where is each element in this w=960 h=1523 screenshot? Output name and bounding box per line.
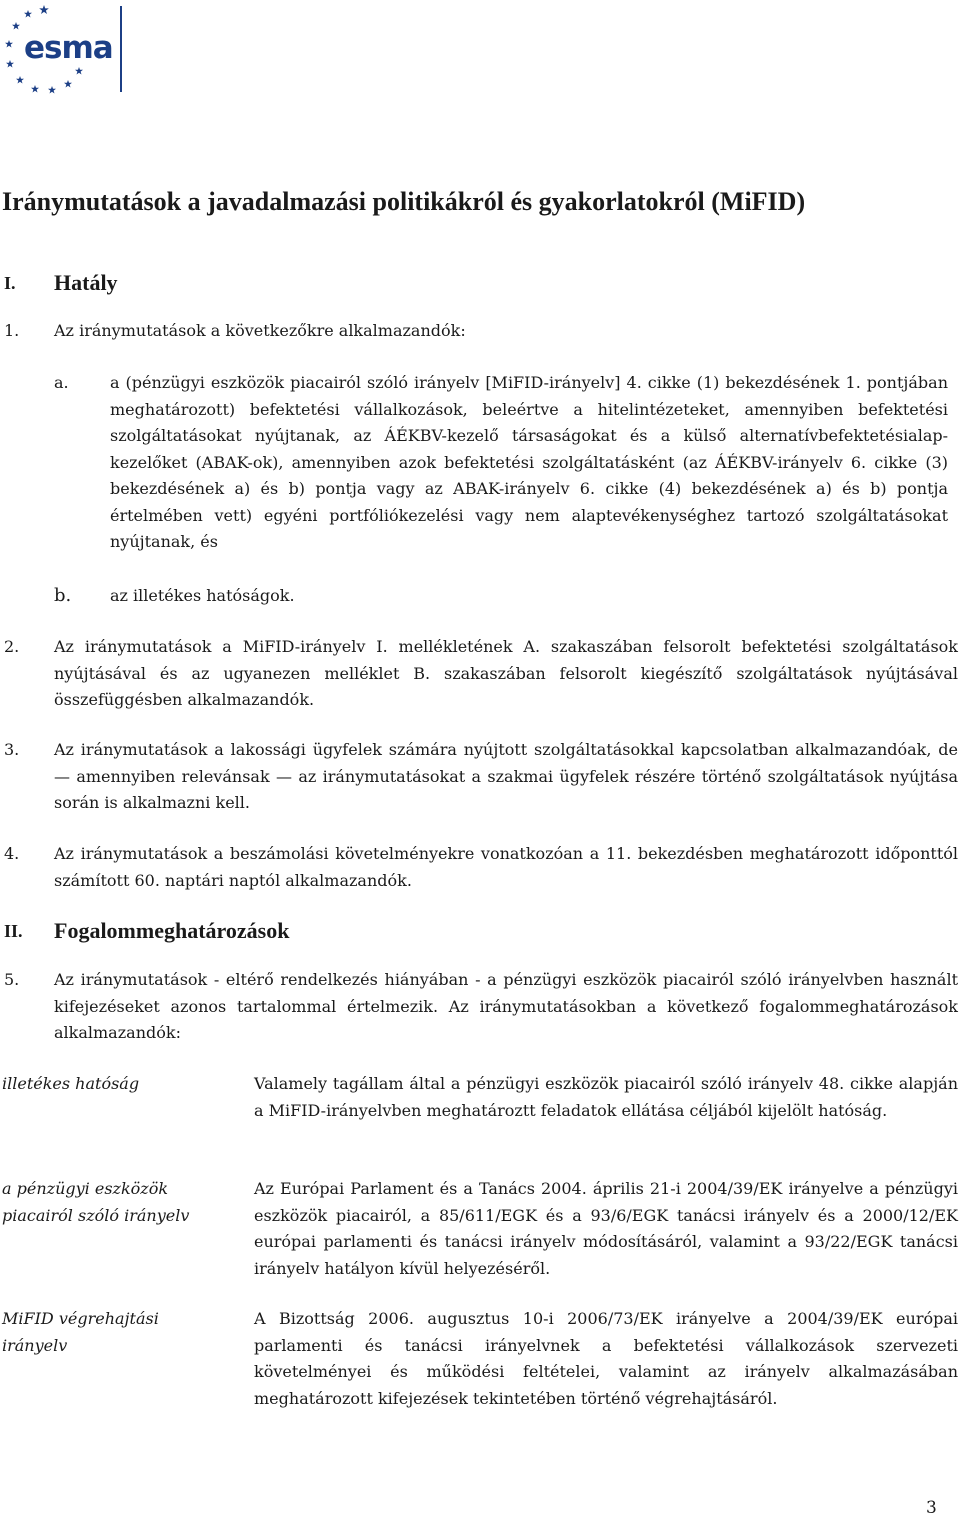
definition-text: Az Európai Parlament és a Tanács 2004. április 21-i 2004/39/EK irányelve a pénzügyi eszközök piacairól, a 85/611/EGK és a 93/6/EGK tanácsi irányelv és a 2000/12/EK európai parlamenti és tanácsi irányelv módosításáról, valamint a 93/22/EGK tanácsi irányelv hatályon kívül helyezéséről. [254, 1179, 958, 1278]
section-1-title: Hatály [54, 270, 118, 295]
document-title: Iránymutatások a javadalmazási politikákról és gyakorlatokról (MiFID) [2, 187, 806, 216]
paragraph-text: Az iránymutatások a lakossági ügyfelek számára nyújtott szolgáltatásokkal kapcsolatban alkalmazandóak, de — amennyiben relevánsak — az iránymutatásokat a szakmai ügyfelek részére történő szolgáltatások nyújtása során is alkalmazni kell. [54, 740, 958, 812]
paragraph-text: Az iránymutatások a következőkre alkalmazandók: [54, 321, 466, 340]
section-2-title: Fogalommeghatározások [54, 918, 290, 943]
esma-logo [0, 0, 130, 100]
paragraph-text: Az iránymutatások a beszámolási követelményekre vonatkozóan a 11. bekezdésben meghatározott időponttól számított 60. naptári naptól alkalmazandók. [54, 844, 958, 890]
logo-text: esma [24, 30, 113, 66]
definition-text: Valamely tagállam által a pénzügyi eszközök piacairól szóló irányelv 48. cikke alapján a MiFID-irányelvben meghatároztt feladatok ellátása céljából kijelölt hatóság. [254, 1074, 958, 1120]
sub-item-letter: b. [54, 585, 72, 606]
paragraph-number: 4. [4, 844, 20, 863]
section-2-number: II. [4, 921, 23, 941]
sub-item-text: a (pénzügyi eszközök piacairól szóló irányelv [MiFID-irányelv] 4. cikke (1) bekezdésének 1. pontjában meghatározott) befektetési vállalkozások, beleértve a hitelintézeteket, amennyiben befektetési szolgáltatásokat nyújtanak, az ÁÉKBV-kezelő társaságokat és a külső alternatívbefektetésialap-kezelőket (ABAK-ok), amennyiben azok befektetési szolgáltatásként (az ÁÉKBV-irányelv 6. cikke (3) bekezdésének a) és b) pontja vagy az ABAK-irányelv 6. cikke (4) bekezdésének a) és b) pontja értelmében vett) egyéni portfóliókezelési vagy nem alaptevékenységhez tartozó szolgáltatásokat nyújtanak, és [110, 373, 948, 551]
definition-term: a pénzügyi eszközök piacairól szóló irányelv [2, 1179, 190, 1225]
paragraph-number: 2. [4, 637, 20, 656]
sub-item-text: az illetékes hatóságok. [110, 586, 295, 605]
paragraph-number: 1. [4, 321, 20, 340]
definition-term: illetékes hatóság [2, 1074, 140, 1093]
paragraph-text: Az iránymutatások a MiFID-irányelv I. mellékletének A. szakaszában felsorolt befektetési szolgáltatások nyújtásával és az ugyanezen melléklet B. szakaszában felsorolt kiegészítő szolgáltatások nyújtásával összefüggésben alkalmazandók. [54, 637, 958, 709]
definition-text: A Bizottság 2006. augusztus 10-i 2006/73/EK irányelve a 2004/39/EK európai parlamenti és tanácsi irányelvnek a befektetési vállalkozások szervezeti követelményei és működési feltételei, valamint az irányelv alkalmazásában meghatározott kifejezések tekintetében történő végrehajtásáról. [254, 1309, 958, 1408]
paragraph-number: 3. [4, 740, 20, 759]
section-1-number: I. [4, 273, 16, 293]
page-number: 3 [926, 1498, 937, 1518]
sub-item-letter: a. [54, 373, 69, 392]
paragraph-text: Az iránymutatások - eltérő rendelkezés hiányában - a pénzügyi eszközök piacairól szóló irányelvben használt kifejezéseket azonos tartalommal értelmezik. Az iránymutatásokban a következő fogalommeghatározások alkalmazandók: [54, 970, 958, 1042]
paragraph-number: 5. [4, 970, 20, 989]
definition-term: MiFID végrehajtási irányelv [2, 1309, 159, 1355]
logo-divider [120, 6, 122, 92]
